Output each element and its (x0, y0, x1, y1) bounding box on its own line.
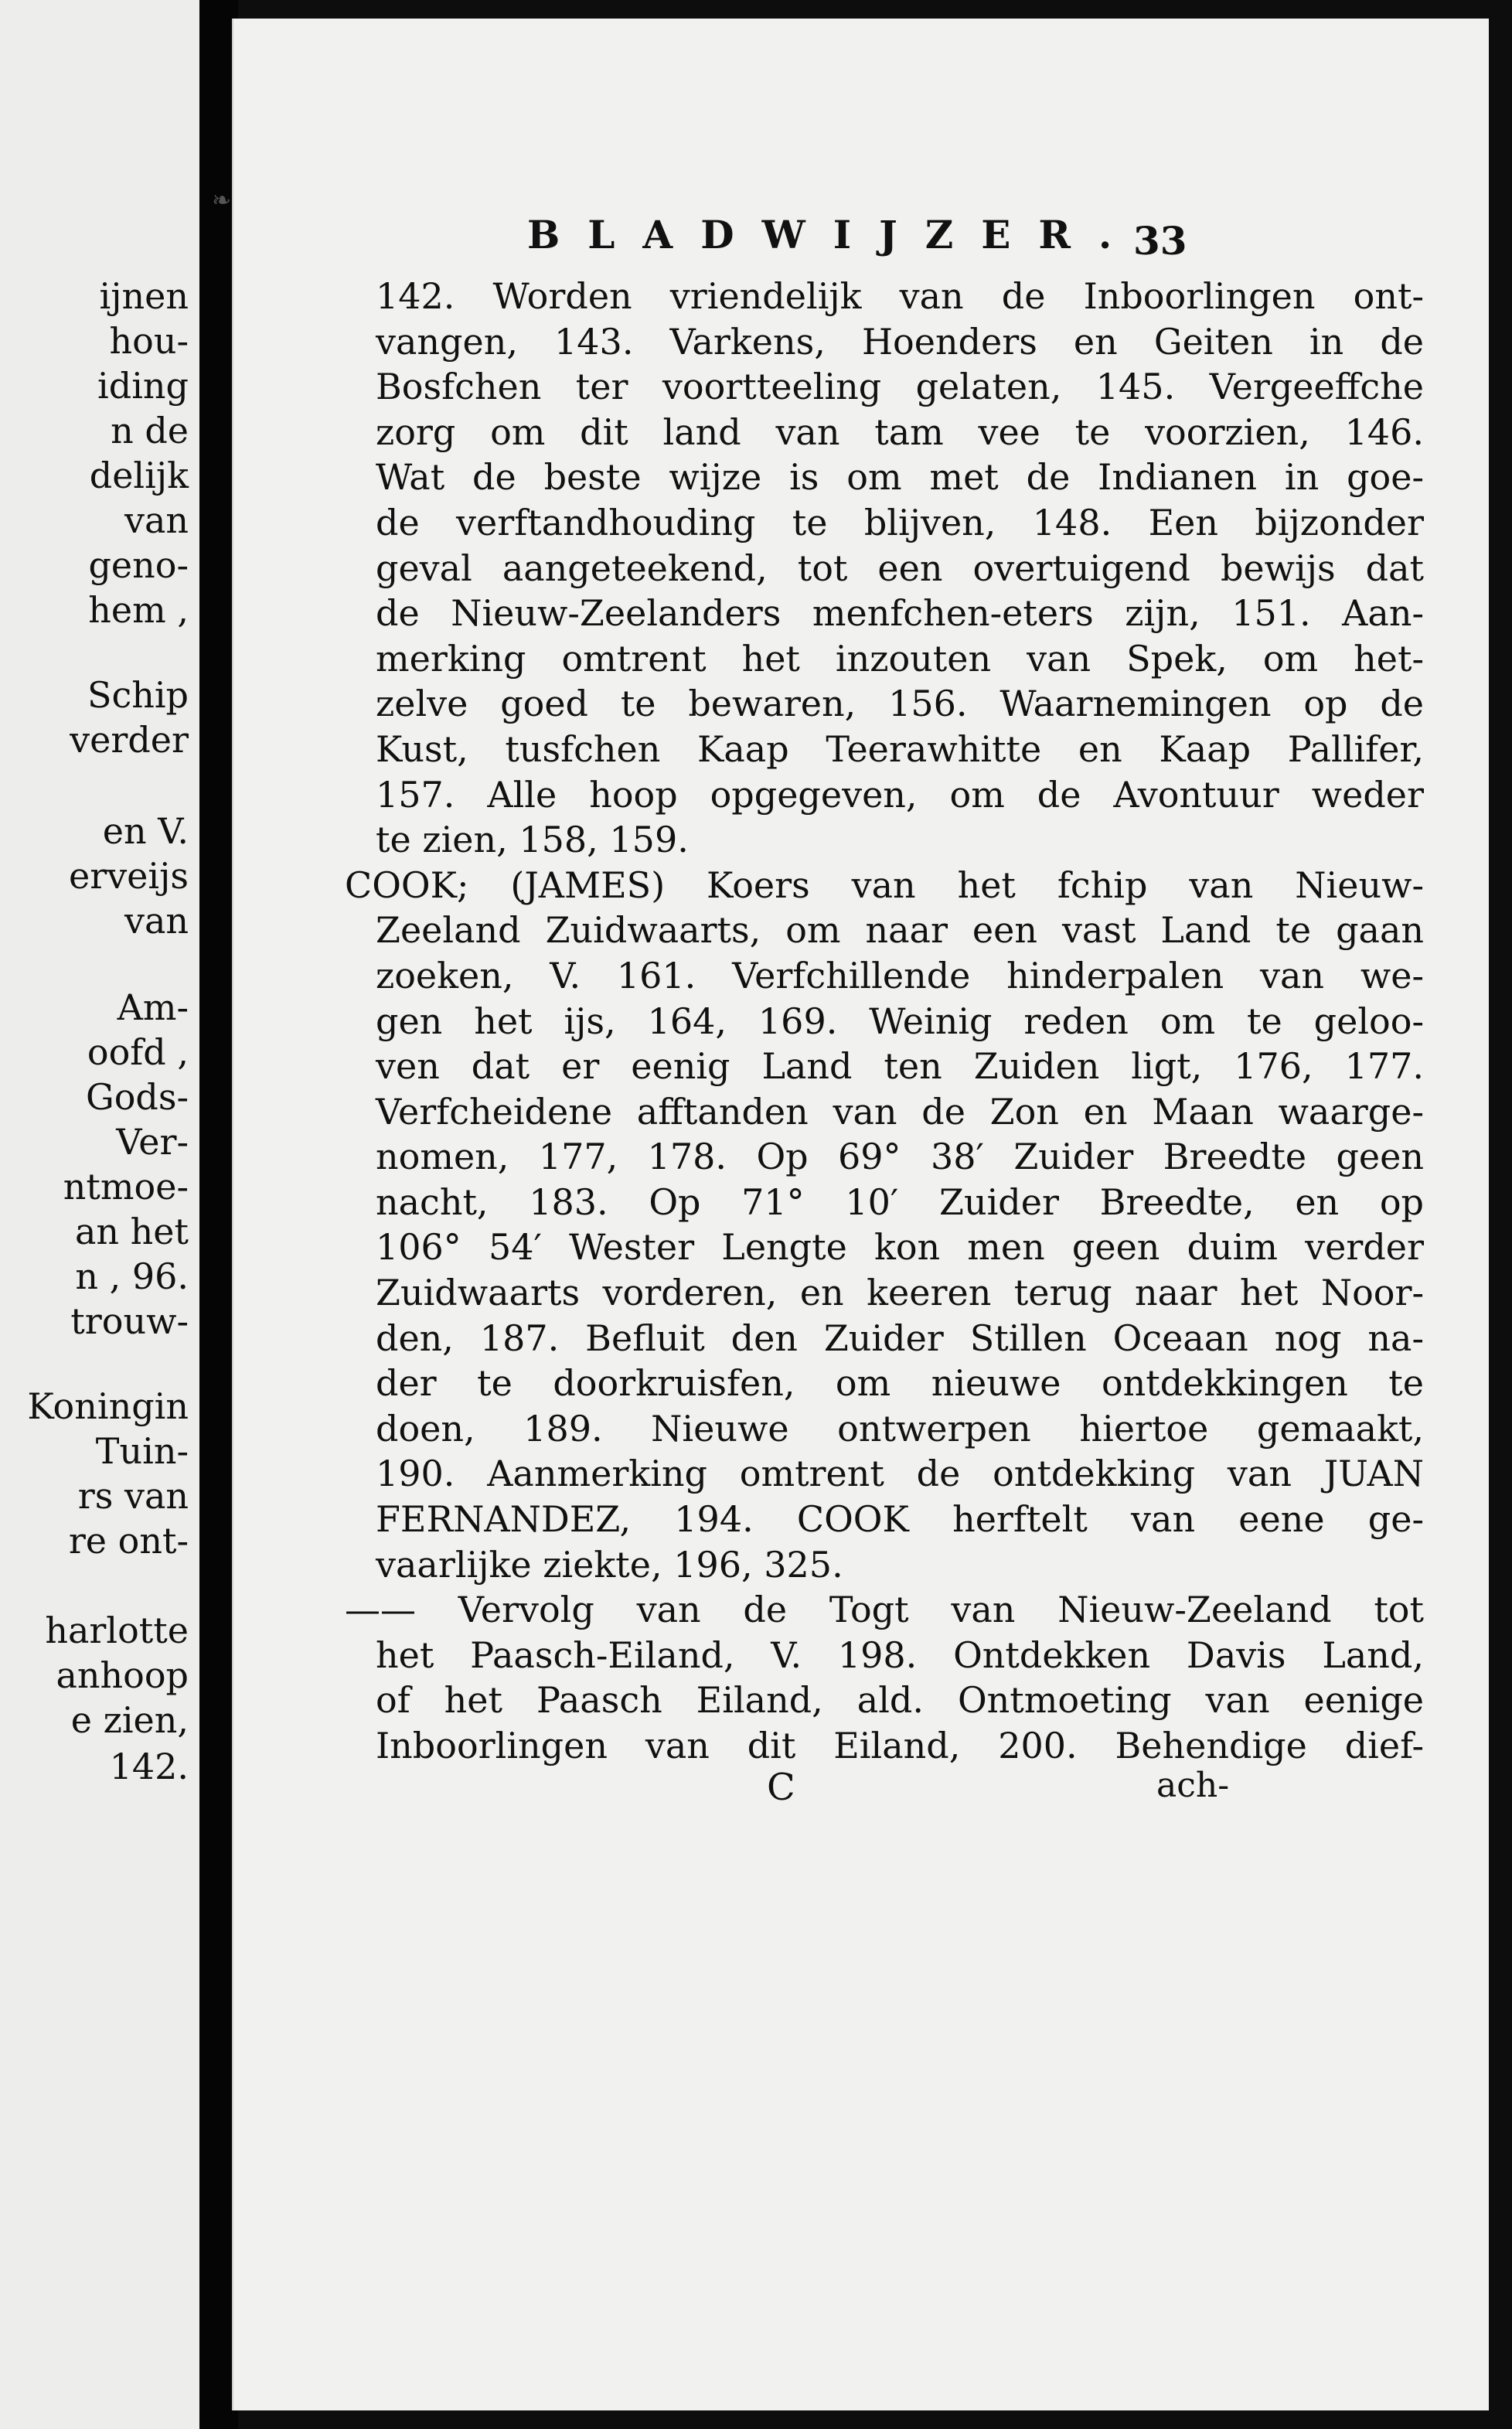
left-page-fragment: van (124, 499, 189, 541)
left-page-fragment: van (124, 900, 189, 942)
left-page-fragment: geno- (88, 544, 189, 586)
signature-mark: C (767, 1766, 795, 1809)
text-line: de verftandhouding te blijven, 148. Een bijzonder (376, 501, 1424, 543)
left-page-fragment: n de (111, 410, 189, 451)
left-page-edge (0, 0, 199, 2429)
left-page-fragment: Tuin- (95, 1430, 189, 1472)
left-page-fragment: harlotte (45, 1610, 189, 1651)
left-page-fragment: Am- (117, 986, 189, 1028)
left-page-fragment: iding (97, 365, 189, 407)
text-line: den, 187. Befluit den Zuider Stillen Oceaan nog na- (376, 1317, 1424, 1359)
left-page-fragment: an het (74, 1211, 189, 1252)
text-line: Zuidwaarts vorderen, en keeren terug naar het Noor- (376, 1272, 1424, 1314)
text-line: zoeken, V. 161. Verfchillende hinderpalen van we- (376, 954, 1424, 996)
text-line: zorg om dit land van tam vee te voorzien, 146. (376, 411, 1424, 453)
left-page-fragment: ntmoe- (63, 1166, 189, 1208)
left-page-fragment: Schip (87, 674, 189, 716)
text-line: FERNANDEZ, 194. COOK herftelt van eene ge- (376, 1498, 1424, 1541)
text-line: doen, 189. Nieuwe ontwerpen hiertoe gemaakt, (376, 1407, 1424, 1450)
left-page-fragment: n , 96. (75, 1255, 189, 1297)
text-line: te zien, 158, 159. (376, 819, 689, 861)
left-page-fragment: 142. (109, 1746, 189, 1787)
text-line: geval aangeteekend, tot een overtuigend bewijs dat (376, 547, 1424, 589)
text-line: der te doorkruisfen, om nieuwe ontdekkingen te (376, 1362, 1424, 1405)
text-line: vangen, 143. Varkens, Hoenders en Geiten in de (376, 320, 1424, 363)
text-line: 142. Worden vriendelijk van de Inboorlingen ont- (376, 275, 1424, 317)
left-page-fragment: Ver- (116, 1121, 189, 1163)
entry-heading-line: COOK; (JAMES) Koers van het fchip van Nieuw- (345, 864, 1424, 906)
text-line: 190. Aanmerking omtrent de ontdekking van JUAN (376, 1453, 1424, 1495)
text-line: merking omtrent het inzouten van Spek, om het- (376, 637, 1424, 680)
text-line: Verfcheidene afftanden van de Zon en Maan waarge- (376, 1090, 1424, 1133)
left-page-fragment: e zien, (70, 1699, 189, 1741)
left-page-fragment: Koningin (27, 1385, 189, 1427)
left-page-fragment: hem , (88, 589, 189, 631)
left-page-fragment: rs van (77, 1475, 189, 1517)
text-line: Bosfchen ter voortteeling gelaten, 145. Vergeeffche (376, 366, 1424, 408)
left-page-fragment: erveijs (68, 855, 189, 897)
left-page-fragment: delijk (89, 455, 189, 496)
left-page-fragment: verder (70, 719, 189, 761)
text-line: Kust, tusfchen Kaap Teerawhitte en Kaap Pallifer, (376, 727, 1424, 770)
text-line: Zeeland Zuidwaarts, om naar een vast Land te gaan (376, 909, 1424, 952)
text-line: 157. Alle hoop opgegeven, om de Avontuur weder (376, 773, 1424, 816)
page-number: 33 (1133, 218, 1187, 264)
margin-mark: ❧ (212, 187, 232, 214)
text-line: Wat de beste wijze is om met de Indianen in goe- (376, 456, 1424, 499)
text-line: zelve goed te bewaren, 156. Waarnemingen op de (376, 683, 1424, 725)
book-page (212, 19, 1489, 2410)
catchword: ach- (1156, 1766, 1230, 1805)
index-text (345, 274, 1424, 1769)
text-line: Inboorlingen van dit Eiland, 200. Behendige dief- (376, 1725, 1424, 1766)
text-line: het Paasch-Eiland, V. 198. Ontdekken Davis Land, (376, 1634, 1424, 1676)
text-line: 106° 54′ Wester Lengte kon men geen duim verder (376, 1226, 1424, 1269)
text-line: gen het ijs, 164, 169. Weinig reden om te geloo- (376, 1000, 1424, 1042)
entry-heading-line: —— Vervolg van de Togt van Nieuw-Zeeland tot (345, 1589, 1424, 1631)
left-page-fragment: ijnen (99, 275, 189, 317)
text-line: ven dat er eenig Land ten Zuiden ligt, 176, 177. (376, 1045, 1424, 1088)
left-page-fragment: Gods- (85, 1076, 189, 1118)
text-line: vaarlijke ziekte, 196, 325. (376, 1543, 843, 1586)
left-page-fragment: en V. (102, 810, 189, 852)
left-page-fragment: hou- (109, 320, 189, 362)
text-line: of het Paasch Eiland, ald. Ontmoeting van eenige (376, 1679, 1424, 1722)
text-line: nacht, 183. Op 71° 10′ Zuider Breedte, en op (376, 1180, 1424, 1223)
left-page-fragment: anhoop (56, 1654, 189, 1696)
left-page-fragment: re ont- (68, 1520, 189, 1562)
text-line: de Nieuw-Zeelanders menfchen-eters zijn, 151. Aan- (376, 592, 1424, 635)
left-page-fragment: oofd , (87, 1031, 189, 1073)
left-page-fragment: trouw- (70, 1300, 189, 1342)
running-title: BLADWIJZER. (527, 212, 1140, 257)
text-line: nomen, 177, 178. Op 69° 38′ Zuider Breedte geen (376, 1136, 1424, 1178)
